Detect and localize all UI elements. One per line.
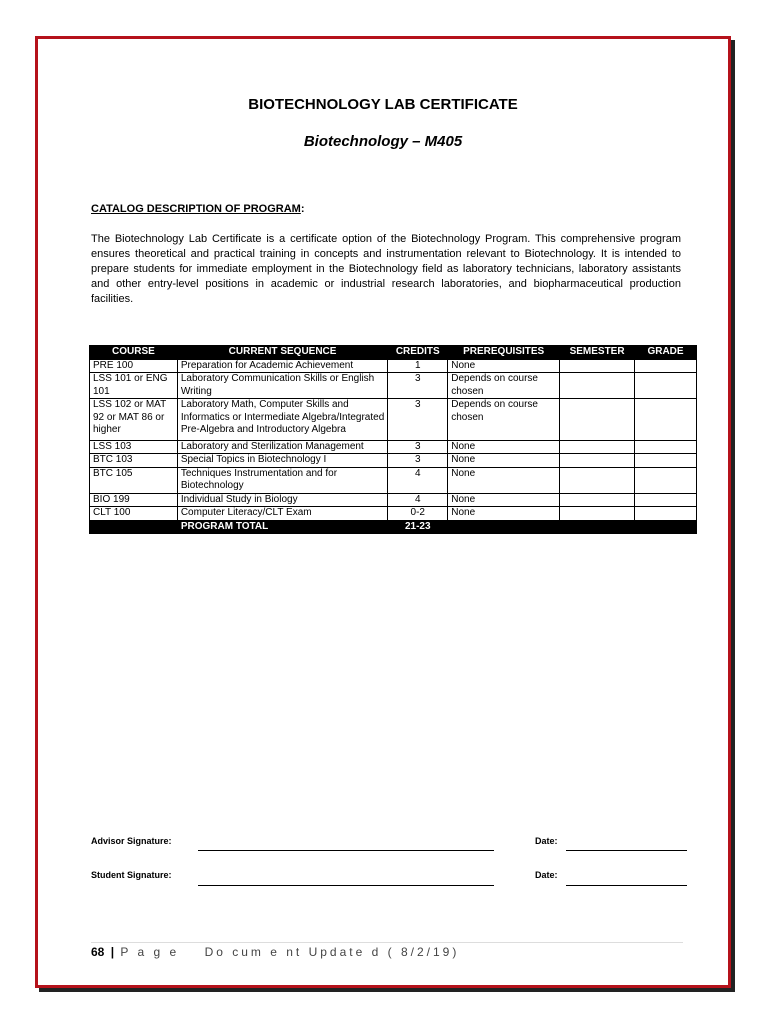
course-code: LSS 101 or ENG 101: [90, 373, 178, 399]
course-credits: 0-2: [388, 507, 448, 521]
course-grade: [635, 507, 697, 521]
course-semester: [560, 373, 635, 399]
course-grade: [635, 373, 697, 399]
total-empty-cell: [560, 520, 635, 534]
table-row: [90, 493, 697, 507]
course-semester: [560, 399, 635, 441]
course-credits: 4: [388, 467, 448, 493]
course-prereq: Depends on course chosen: [448, 373, 560, 399]
course-code: BTC 105: [90, 467, 178, 493]
course-grade: [635, 440, 697, 454]
table-row: [90, 399, 697, 441]
table-row: [90, 454, 697, 468]
course-code: PRE 100: [90, 359, 178, 373]
course-credits: 1: [388, 359, 448, 373]
course-prereq: None: [448, 467, 560, 493]
course-prereq: None: [448, 454, 560, 468]
course-grade: [635, 467, 697, 493]
program-subtitle: Biotechnology – M405: [303, 133, 463, 150]
course-code: LSS 102 or MAT 92 or MAT 86 or higher: [90, 399, 178, 441]
col-header-semester: SEMESTER: [560, 346, 635, 360]
course-code: CLT 100: [90, 507, 178, 521]
footer-divider: [91, 942, 683, 943]
course-semester: [560, 467, 635, 493]
course-grade: [635, 359, 697, 373]
col-header-prerequisites: PREREQUISITES: [448, 346, 560, 360]
catalog-heading-text: CATALOG DESCRIPTION OF PROGRAM: [91, 203, 301, 215]
advisor-signature-label: Advisor Signature:: [91, 836, 172, 846]
catalog-heading: [91, 203, 304, 215]
course-semester: [560, 359, 635, 373]
total-empty-cell: [448, 520, 560, 534]
table-row: [90, 467, 697, 493]
course-prereq: None: [448, 440, 560, 454]
course-code: BTC 103: [90, 454, 178, 468]
total-empty-cell: [635, 520, 697, 534]
student-date-line[interactable]: [566, 885, 687, 886]
course-grade: [635, 399, 697, 441]
advisor-date-line[interactable]: [566, 850, 687, 851]
total-empty-cell: [90, 520, 178, 534]
col-header-course: COURSE: [90, 346, 178, 360]
page-number: 68: [91, 945, 105, 959]
course-sequence: Preparation for Academic Achievement: [177, 359, 387, 373]
document-updated: Do cum e nt Update d ( 8/2/19): [204, 945, 460, 959]
table-row: [90, 440, 697, 454]
table-row: [90, 373, 697, 399]
course-semester: [560, 507, 635, 521]
advisor-signature-line[interactable]: [198, 850, 494, 851]
course-sequence: Computer Literacy/CLT Exam: [177, 507, 387, 521]
course-sequence: Laboratory Communication Skills or English Writing: [177, 373, 387, 399]
course-prereq: None: [448, 493, 560, 507]
table-row: [90, 359, 697, 373]
course-sequence: Techniques Instrumentation and for Biotechnology: [177, 467, 387, 493]
col-header-grade: GRADE: [635, 346, 697, 360]
advisor-date-label: Date:: [535, 836, 558, 846]
col-header-sequence: CURRENT SEQUENCE: [177, 346, 387, 360]
catalog-heading-colon: :: [300, 203, 305, 215]
table-row: [90, 507, 697, 521]
table-header-row: [90, 346, 697, 360]
course-grade: [635, 454, 697, 468]
course-sequence: Laboratory Math, Computer Skills and Informatics or Intermediate Algebra/Integrated Pre-Algebra and Introductory Algebra: [177, 399, 387, 441]
course-code: LSS 103: [90, 440, 178, 454]
course-table: [89, 345, 697, 534]
course-prereq: None: [448, 359, 560, 373]
footer-separator: |: [110, 945, 115, 959]
student-date-label: Date:: [535, 870, 558, 880]
program-total-credits: 21-23: [388, 520, 448, 534]
course-sequence: Laboratory and Sterilization Management: [177, 440, 387, 454]
page-title: BIOTECHNOLOGY LAB CERTIFICATE: [248, 96, 518, 113]
student-signature-label: Student Signature:: [91, 870, 172, 880]
page-word: P a g e: [120, 945, 180, 959]
course-credits: 3: [388, 440, 448, 454]
course-prereq: None: [448, 507, 560, 521]
course-grade: [635, 493, 697, 507]
student-signature-line[interactable]: [198, 885, 494, 886]
course-semester: [560, 493, 635, 507]
program-total-row: [90, 520, 697, 534]
course-credits: 3: [388, 454, 448, 468]
course-sequence: Individual Study in Biology: [177, 493, 387, 507]
program-total-label: PROGRAM TOTAL: [177, 520, 387, 534]
course-code: BIO 199: [90, 493, 178, 507]
course-semester: [560, 454, 635, 468]
course-credits: 4: [388, 493, 448, 507]
course-sequence: Special Topics in Biotechnology I: [177, 454, 387, 468]
course-prereq: Depends on course chosen: [448, 399, 560, 441]
catalog-description: The Biotechnology Lab Certificate is a certificate option of the Biotechnology Program. This comprehensive program ensures theoretical and practical training in concepts and instrumentation relevant to Biotechnology. It is intended to prepare students for immediate employment in the Biotechnology field as laboratory technicians, laboratory assistants and other entry-level positions in academic or industrial research laboratories, and biopharmaceutical production facilities.: [91, 233, 681, 305]
course-credits: 3: [388, 373, 448, 399]
course-credits: 3: [388, 399, 448, 441]
page-footer: [91, 945, 459, 959]
document-page: [35, 36, 731, 988]
course-semester: [560, 440, 635, 454]
col-header-credits: CREDITS: [388, 346, 448, 360]
